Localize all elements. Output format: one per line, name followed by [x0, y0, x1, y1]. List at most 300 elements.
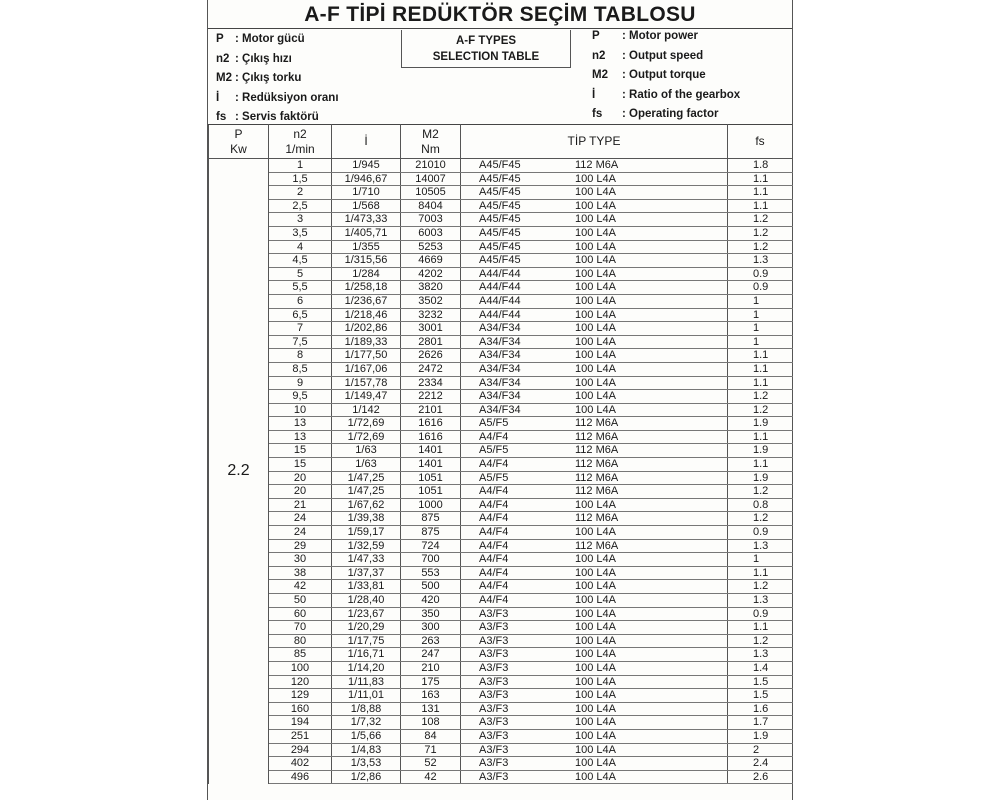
gearbox-type: A5/F5 — [479, 444, 509, 457]
gearbox-type: A5/F5 — [479, 471, 509, 484]
table-row — [209, 729, 793, 743]
n2-cell: 20 — [269, 485, 332, 499]
type-cell — [461, 702, 728, 716]
n2-cell: 2,5 — [269, 199, 332, 213]
type-cell — [461, 757, 728, 771]
type-cell — [461, 362, 728, 376]
n2-cell: 5 — [269, 267, 332, 281]
legend-en-p — [592, 30, 698, 43]
table-row — [209, 159, 793, 173]
n2-cell: 3 — [269, 213, 332, 227]
motor-type: 100 L4A — [575, 349, 616, 362]
motor-type: 100 L4A — [575, 376, 616, 389]
m2-cell: 71 — [401, 743, 461, 757]
motor-type: 100 L4A — [575, 702, 616, 715]
table-row — [209, 661, 793, 675]
n2-cell: 70 — [269, 621, 332, 635]
motor-type: 100 L4A — [575, 213, 616, 226]
table-row — [209, 498, 793, 512]
m2-cell: 1401 — [401, 444, 461, 458]
fs-cell: 1.9 — [728, 471, 793, 485]
gearbox-type: A45/F45 — [479, 254, 521, 267]
selection-sheet — [207, 0, 793, 800]
legend-label: : Redüksiyon oranı — [235, 92, 339, 104]
motor-type: 112 M6A — [575, 444, 619, 457]
table-row — [209, 281, 793, 295]
ratio-cell: 1/39,38 — [332, 512, 401, 526]
fs-cell: 1.1 — [728, 172, 793, 186]
gearbox-type: A3/F3 — [479, 661, 509, 674]
legend-label: : Output torque — [622, 69, 706, 81]
ratio-cell: 1/11,83 — [332, 675, 401, 689]
table-row — [209, 444, 793, 458]
motor-type: 100 L4A — [575, 403, 616, 416]
fs-cell: 0.8 — [728, 498, 793, 512]
n2-cell: 42 — [269, 580, 332, 594]
gearbox-type: A5/F5 — [479, 417, 509, 430]
fs-cell: 1 — [728, 335, 793, 349]
gearbox-type: A4/F4 — [479, 553, 509, 566]
motor-type: 112 M6A — [575, 471, 619, 484]
fs-cell: 1.3 — [728, 254, 793, 268]
type-cell — [461, 159, 728, 173]
fs-cell: 1.2 — [728, 390, 793, 404]
type-cell — [461, 226, 728, 240]
fs-cell: 1.6 — [728, 702, 793, 716]
legend-label: : Motor gücü — [235, 33, 305, 45]
gearbox-type: A4/F4 — [479, 526, 509, 539]
n2-cell: 251 — [269, 729, 332, 743]
legend-label: : Çıkış hızı — [235, 53, 292, 65]
gearbox-type: A34/F34 — [479, 335, 521, 348]
ratio-cell: 1/710 — [332, 186, 401, 200]
m2-cell: 3502 — [401, 294, 461, 308]
ratio-cell: 1/33,81 — [332, 580, 401, 594]
m2-cell: 210 — [401, 661, 461, 675]
fs-cell: 0.9 — [728, 607, 793, 621]
motor-type: 100 L4A — [575, 498, 616, 511]
n2-cell: 24 — [269, 526, 332, 540]
fs-cell: 1.8 — [728, 159, 793, 173]
table-row — [209, 403, 793, 417]
ratio-cell: 1/47,25 — [332, 471, 401, 485]
m2-cell: 84 — [401, 729, 461, 743]
table-row — [209, 594, 793, 608]
header-line: M2 — [422, 126, 439, 141]
header-line: n2 — [293, 126, 307, 141]
motor-type: 100 L4A — [575, 757, 616, 770]
ratio-cell: 1/157,78 — [332, 376, 401, 390]
fs-cell: 1.2 — [728, 240, 793, 254]
gearbox-type: A4/F4 — [479, 580, 509, 593]
motor-type: 100 L4A — [575, 322, 616, 335]
motor-type: 100 L4A — [575, 580, 616, 593]
fs-cell: 1 — [728, 553, 793, 567]
ratio-cell: 1/355 — [332, 240, 401, 254]
m2-cell: 4202 — [401, 267, 461, 281]
table-row — [209, 267, 793, 281]
legend-key: P — [216, 33, 224, 45]
fs-cell: 1.1 — [728, 621, 793, 635]
table-row — [209, 689, 793, 703]
table-row — [209, 512, 793, 526]
legend-key: fs — [216, 111, 227, 123]
table-row — [209, 172, 793, 186]
legend-tr-i — [216, 92, 339, 105]
ratio-cell: 1/72,69 — [332, 430, 401, 444]
gearbox-type: A45/F45 — [479, 226, 521, 239]
table-row — [209, 770, 793, 784]
gearbox-type: A45/F45 — [479, 213, 521, 226]
ratio-cell: 1/405,71 — [332, 226, 401, 240]
table-body — [209, 159, 793, 784]
fs-cell: 1.3 — [728, 594, 793, 608]
type-cell — [461, 580, 728, 594]
m2-cell: 420 — [401, 594, 461, 608]
gearbox-type: A3/F3 — [479, 621, 509, 634]
n2-cell: 100 — [269, 661, 332, 675]
m2-cell: 3001 — [401, 322, 461, 336]
type-cell — [461, 716, 728, 730]
ratio-cell: 1/189,33 — [332, 335, 401, 349]
table-row — [209, 390, 793, 404]
n2-cell: 4,5 — [269, 254, 332, 268]
table-row — [209, 716, 793, 730]
gearbox-type: A44/F44 — [479, 294, 521, 307]
ratio-cell: 1/20,29 — [332, 621, 401, 635]
type-cell — [461, 308, 728, 322]
motor-type: 100 L4A — [575, 267, 616, 280]
gearbox-type: A45/F45 — [479, 240, 521, 253]
fs-cell: 0.9 — [728, 526, 793, 540]
type-cell — [461, 417, 728, 431]
ratio-cell: 1/4,83 — [332, 743, 401, 757]
n2-cell: 3,5 — [269, 226, 332, 240]
motor-type: 100 L4A — [575, 226, 616, 239]
n2-cell: 38 — [269, 566, 332, 580]
ratio-cell: 1/3,53 — [332, 757, 401, 771]
fs-cell: 1.1 — [728, 458, 793, 472]
motor-type: 100 L4A — [575, 390, 616, 403]
legend-en-m2 — [592, 69, 706, 82]
m2-cell: 2472 — [401, 362, 461, 376]
n2-cell: 21 — [269, 498, 332, 512]
ratio-cell: 1/17,75 — [332, 634, 401, 648]
m2-cell: 5253 — [401, 240, 461, 254]
types-box — [401, 30, 571, 68]
m2-cell: 553 — [401, 566, 461, 580]
table-row — [209, 607, 793, 621]
gearbox-type: A4/F4 — [479, 539, 509, 552]
gearbox-type: A4/F4 — [479, 485, 509, 498]
n2-cell: 80 — [269, 634, 332, 648]
fs-cell: 1.5 — [728, 689, 793, 703]
n2-cell: 85 — [269, 648, 332, 662]
motor-type: 112 M6A — [575, 485, 619, 498]
type-cell — [461, 322, 728, 336]
gearbox-type: A3/F3 — [479, 743, 509, 756]
fs-cell: 1.1 — [728, 349, 793, 363]
header-line: P — [234, 126, 243, 141]
types-box-line2: SELECTION TABLE — [432, 51, 540, 63]
motor-type: 100 L4A — [575, 308, 616, 321]
motor-type: 100 L4A — [575, 648, 616, 661]
col-header-ratio: İ — [332, 125, 401, 159]
legend-label: : Operating factor — [622, 108, 719, 120]
motor-type: 100 L4A — [575, 716, 616, 729]
table-row — [209, 743, 793, 757]
fs-cell: 1.2 — [728, 634, 793, 648]
fs-cell: 1.2 — [728, 485, 793, 499]
ratio-cell: 1/8,88 — [332, 702, 401, 716]
type-cell — [461, 553, 728, 567]
ratio-cell: 1/63 — [332, 458, 401, 472]
table-row — [209, 580, 793, 594]
motor-type: 100 L4A — [575, 770, 616, 783]
fs-cell: 1.2 — [728, 580, 793, 594]
ratio-cell: 1/568 — [332, 199, 401, 213]
ratio-cell: 1/177,50 — [332, 349, 401, 363]
legend-label: : Output speed — [622, 50, 704, 62]
n2-cell: 4 — [269, 240, 332, 254]
m2-cell: 42 — [401, 770, 461, 784]
m2-cell: 3232 — [401, 308, 461, 322]
table-row — [209, 634, 793, 648]
col-header-n2 — [269, 125, 332, 159]
fs-cell: 0.9 — [728, 267, 793, 281]
col-header-m2 — [401, 125, 461, 159]
table-row — [209, 417, 793, 431]
selection-table-wrap — [208, 124, 792, 784]
gearbox-type: A4/F4 — [479, 458, 509, 471]
n2-cell: 194 — [269, 716, 332, 730]
motor-type: 100 L4A — [575, 594, 616, 606]
gearbox-type: A44/F44 — [479, 308, 521, 321]
motor-type: 100 L4A — [575, 526, 616, 539]
gearbox-type: A45/F45 — [479, 186, 521, 199]
table-row — [209, 702, 793, 716]
n2-cell: 9,5 — [269, 390, 332, 404]
type-cell — [461, 594, 728, 608]
m2-cell: 724 — [401, 539, 461, 553]
type-cell — [461, 661, 728, 675]
m2-cell: 350 — [401, 607, 461, 621]
type-cell — [461, 689, 728, 703]
legend-key: İ — [216, 92, 220, 104]
m2-cell: 2212 — [401, 390, 461, 404]
gearbox-type: A34/F34 — [479, 390, 521, 403]
legend-tr-n2 — [216, 53, 292, 66]
motor-type: 100 L4A — [575, 743, 616, 756]
fs-cell: 1 — [728, 308, 793, 322]
type-cell — [461, 743, 728, 757]
header-line: 1/min — [285, 141, 315, 156]
ratio-cell: 1/946,67 — [332, 172, 401, 186]
n2-cell: 160 — [269, 702, 332, 716]
fs-cell: 1.4 — [728, 661, 793, 675]
table-row — [209, 621, 793, 635]
type-cell — [461, 213, 728, 227]
legend-key: İ — [592, 89, 596, 101]
motor-type: 100 L4A — [575, 661, 616, 674]
motor-type: 100 L4A — [575, 199, 616, 212]
type-cell — [461, 634, 728, 648]
n2-cell: 29 — [269, 539, 332, 553]
selection-table — [208, 124, 793, 784]
n2-cell: 24 — [269, 512, 332, 526]
gearbox-type: A45/F45 — [479, 172, 521, 185]
gearbox-type: A3/F3 — [479, 729, 509, 742]
ratio-cell: 1/11,01 — [332, 689, 401, 703]
gearbox-type: A3/F3 — [479, 689, 509, 702]
type-cell — [461, 770, 728, 784]
m2-cell: 1616 — [401, 417, 461, 431]
table-row — [209, 430, 793, 444]
legend-key: n2 — [216, 53, 230, 65]
fs-cell: 1.9 — [728, 729, 793, 743]
legend-label: : Motor power — [622, 30, 699, 42]
fs-cell: 2.4 — [728, 757, 793, 771]
n2-cell: 129 — [269, 689, 332, 703]
ratio-cell: 1/284 — [332, 267, 401, 281]
fs-cell: 1.5 — [728, 675, 793, 689]
gearbox-type: A3/F3 — [479, 607, 509, 620]
n2-cell: 6,5 — [269, 308, 332, 322]
legend-tr-m2 — [216, 72, 301, 85]
type-cell — [461, 485, 728, 499]
ratio-cell: 1/47,25 — [332, 485, 401, 499]
ratio-cell: 1/14,20 — [332, 661, 401, 675]
n2-cell: 1 — [269, 159, 332, 173]
ratio-cell: 1/28,40 — [332, 594, 401, 608]
ratio-cell: 1/315,56 — [332, 254, 401, 268]
table-row — [209, 553, 793, 567]
gearbox-type: A45/F45 — [479, 199, 521, 212]
motor-type: 100 L4A — [575, 553, 616, 566]
fs-cell: 1.3 — [728, 539, 793, 553]
ratio-cell: 1/32,59 — [332, 539, 401, 553]
gearbox-type: A3/F3 — [479, 675, 509, 688]
ratio-cell: 1/473,33 — [332, 213, 401, 227]
table-header-row — [209, 125, 793, 159]
fs-cell: 1.1 — [728, 566, 793, 580]
m2-cell: 6003 — [401, 226, 461, 240]
m2-cell: 1000 — [401, 498, 461, 512]
n2-cell: 2 — [269, 186, 332, 200]
n2-cell: 5,5 — [269, 281, 332, 295]
legend-key: fs — [592, 108, 603, 120]
gearbox-type: A4/F4 — [479, 566, 509, 579]
legend-key: n2 — [592, 50, 606, 62]
table-row — [209, 757, 793, 771]
gearbox-type: A34/F34 — [479, 376, 521, 389]
motor-type: 112 M6A — [575, 458, 619, 471]
type-cell — [461, 376, 728, 390]
types-box-line1: A-F TYPES — [455, 35, 517, 47]
ratio-cell: 1/142 — [332, 403, 401, 417]
motor-type: 112 M6A — [575, 539, 619, 552]
gearbox-type: A3/F3 — [479, 770, 509, 783]
fs-cell: 2.6 — [728, 770, 793, 784]
m2-cell: 14007 — [401, 172, 461, 186]
fs-cell: 1.9 — [728, 417, 793, 431]
type-cell — [461, 199, 728, 213]
table-row — [209, 539, 793, 553]
motor-type: 100 L4A — [575, 607, 616, 620]
table-row — [209, 566, 793, 580]
fs-cell: 1 — [728, 322, 793, 336]
motor-type: 112 M6A — [575, 159, 619, 171]
motor-type: 100 L4A — [575, 729, 616, 742]
m2-cell: 300 — [401, 621, 461, 635]
n2-cell: 402 — [269, 757, 332, 771]
type-cell — [461, 403, 728, 417]
m2-cell: 1616 — [401, 430, 461, 444]
n2-cell: 120 — [269, 675, 332, 689]
motor-type: 100 L4A — [575, 240, 616, 253]
gearbox-type: A4/F4 — [479, 512, 509, 525]
motor-type: 100 L4A — [575, 634, 616, 647]
gearbox-type: A34/F34 — [479, 322, 521, 335]
table-row — [209, 322, 793, 336]
legend-key: M2 — [592, 69, 608, 81]
n2-cell: 9 — [269, 376, 332, 390]
ratio-cell: 1/63 — [332, 444, 401, 458]
type-cell — [461, 729, 728, 743]
ratio-cell: 1/202,86 — [332, 322, 401, 336]
n2-cell: 13 — [269, 417, 332, 431]
type-cell — [461, 294, 728, 308]
fs-cell: 0.9 — [728, 281, 793, 295]
gearbox-type: A4/F4 — [479, 594, 509, 606]
m2-cell: 52 — [401, 757, 461, 771]
fs-cell: 1 — [728, 294, 793, 308]
m2-cell: 1051 — [401, 471, 461, 485]
motor-type: 100 L4A — [575, 172, 616, 185]
legend-key: M2 — [216, 72, 232, 84]
m2-cell: 21010 — [401, 159, 461, 173]
n2-cell: 13 — [269, 430, 332, 444]
motor-type: 100 L4A — [575, 362, 616, 375]
motor-type: 100 L4A — [575, 689, 616, 702]
col-header-p — [209, 125, 269, 159]
legend-label: : Ratio of the gearbox — [622, 89, 741, 101]
n2-cell: 50 — [269, 594, 332, 608]
n2-cell: 10 — [269, 403, 332, 417]
motor-type: 100 L4A — [575, 566, 616, 579]
fs-cell: 1.3 — [728, 648, 793, 662]
table-row — [209, 254, 793, 268]
type-cell — [461, 648, 728, 662]
legend-tr-p — [216, 33, 305, 46]
type-cell — [461, 444, 728, 458]
motor-type: 112 M6A — [575, 430, 619, 443]
legend-en-n2 — [592, 50, 703, 63]
gearbox-type: A3/F3 — [479, 716, 509, 729]
n2-cell: 7 — [269, 322, 332, 336]
legend-label: : Servis faktörü — [235, 111, 319, 123]
n2-cell: 15 — [269, 444, 332, 458]
m2-cell: 163 — [401, 689, 461, 703]
type-cell — [461, 675, 728, 689]
m2-cell: 7003 — [401, 213, 461, 227]
motor-type: 100 L4A — [575, 186, 616, 199]
m2-cell: 875 — [401, 526, 461, 540]
fs-cell: 1.9 — [728, 444, 793, 458]
fs-cell: 1.1 — [728, 376, 793, 390]
type-cell — [461, 281, 728, 295]
gearbox-type: A44/F44 — [479, 267, 521, 280]
